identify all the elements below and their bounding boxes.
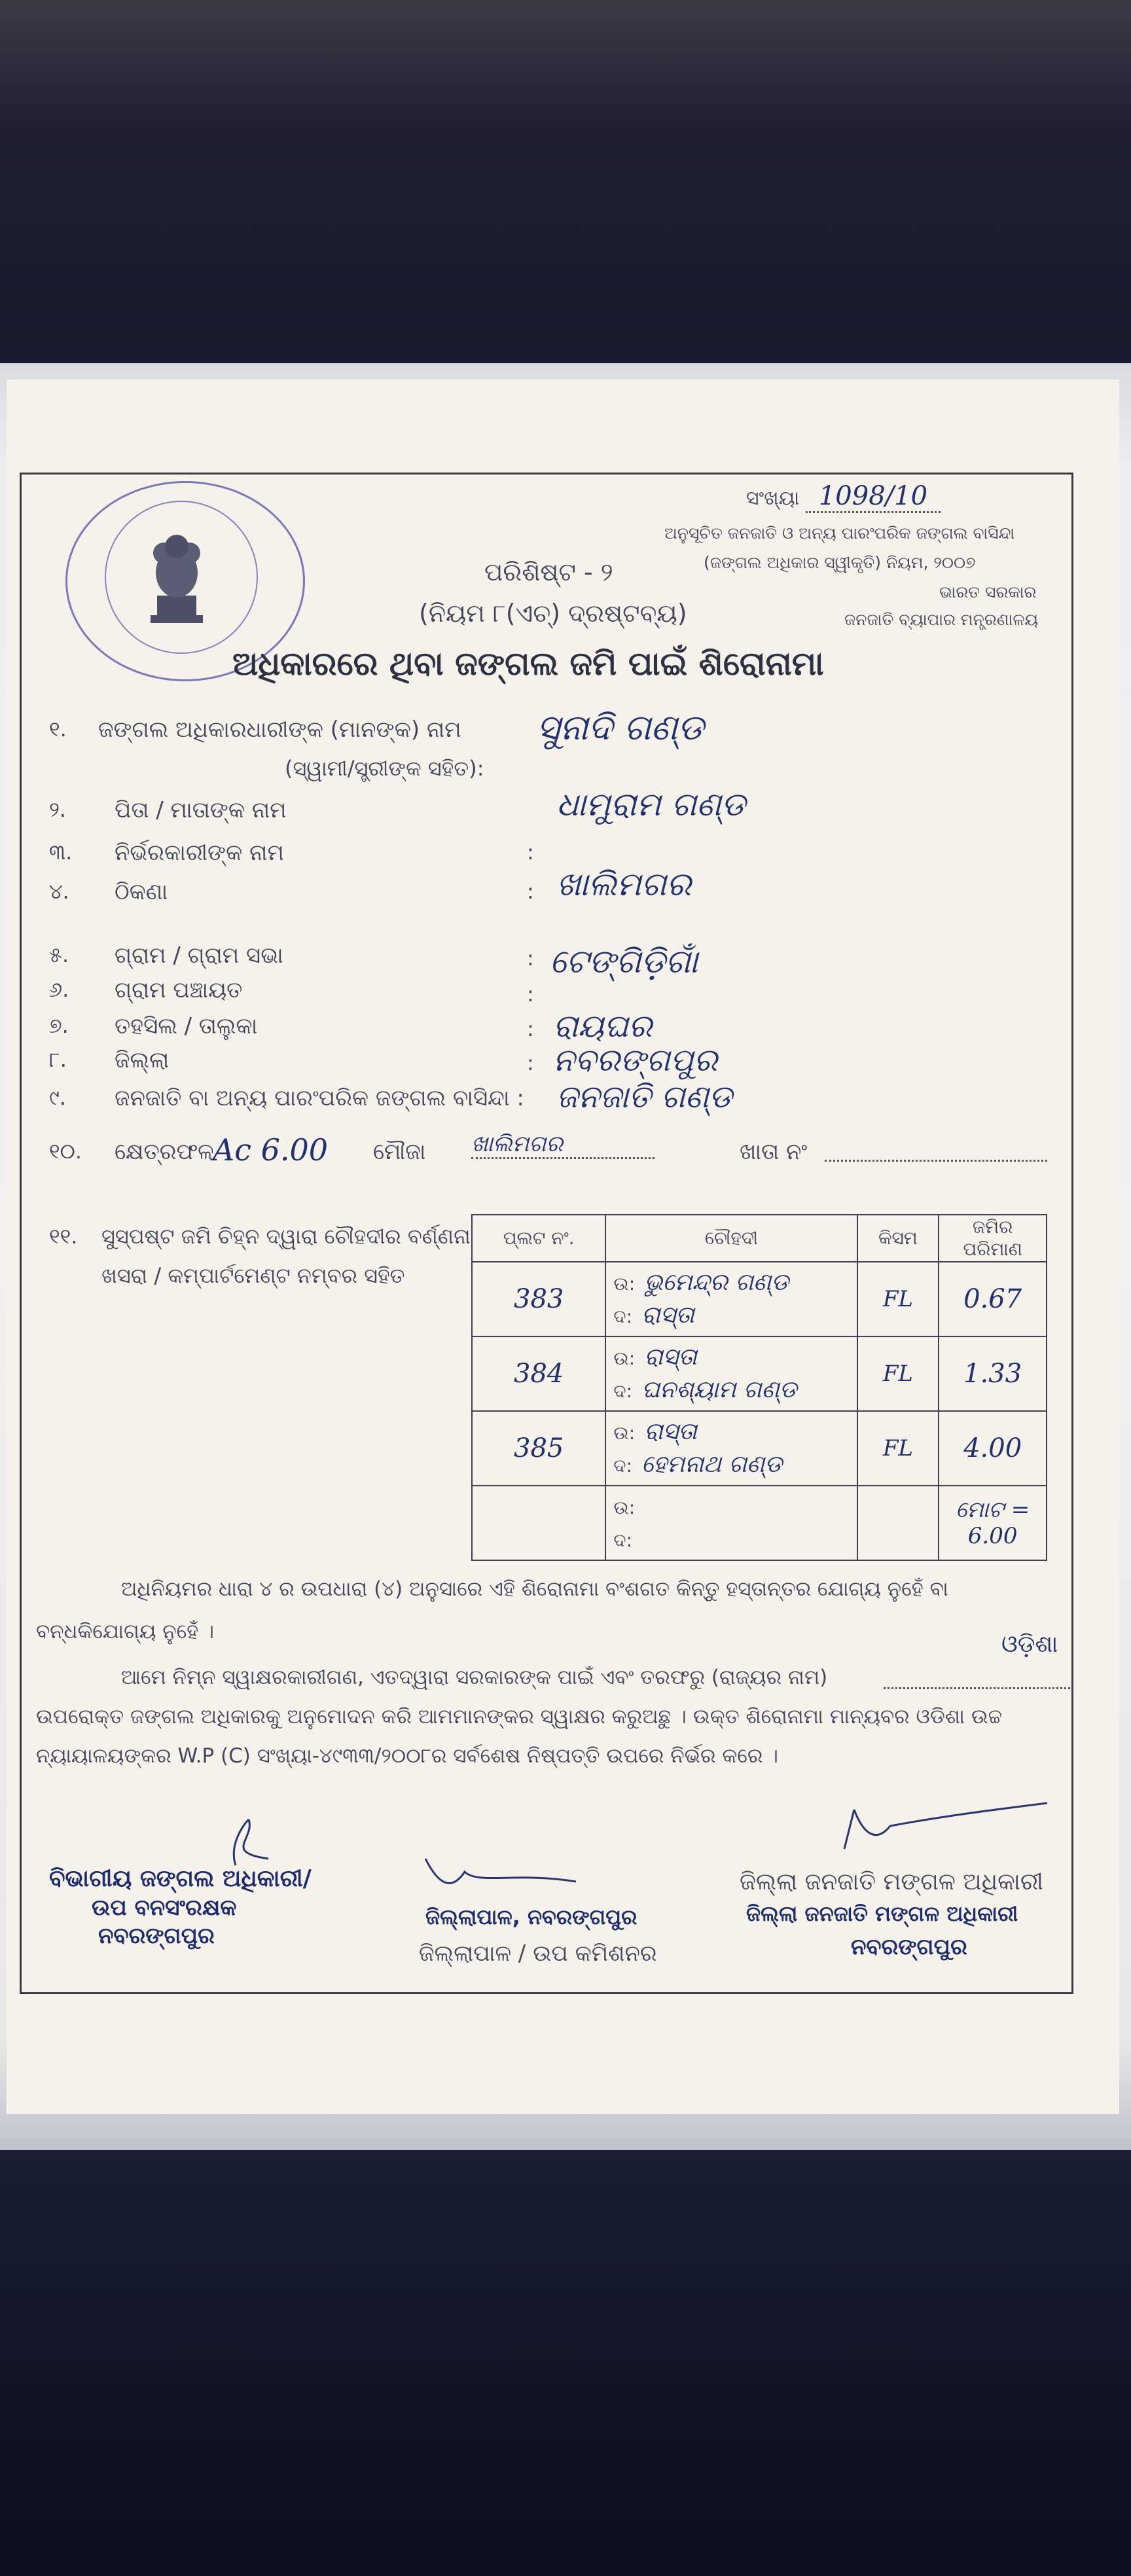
para2-line1: ଆମେ ନିମ୍ନ ସ୍ୱାକ୍ଷରକାରୀଗଣ, ଏତଦ୍ୱାରା ସରକାରଙ୍କ ପାଇଁ ଏବଂ ତରଫରୁ (ରାଜ୍ୟର ନାମ): [121, 1666, 828, 1689]
sign-middle-title: ଜିଲ୍ଲାପାଳ / ଉପ କମିଶନର: [419, 1941, 657, 1967]
table-header-row: [472, 1215, 1047, 1262]
serial-label: ସଂଖ୍ୟା: [746, 487, 800, 510]
kisam-value: FL: [857, 1262, 939, 1336]
field-label-sub: (ସ୍ୱାମୀ/ସ୍ତ୍ରୀଙ୍କ ସହିତ):: [285, 756, 484, 781]
background-top: [0, 0, 1131, 367]
act-line-4: ଜନଜାତି ବ୍ୟାପାର ମନ୍ତ୍ରଣାଳୟ: [844, 610, 1039, 629]
boundary-table: [471, 1214, 1047, 1561]
sign-middle-stamp: ଜିଲ୍ଲାପାଳ, ନବରଙ୍ଗପୁର: [425, 1905, 637, 1929]
sign-right-title: ଜିଲ୍ଲା ଜନଜାତି ମଙ୍ଗଳ ଅଧିକାରୀ: [740, 1869, 1044, 1895]
plot-number: [472, 1486, 605, 1560]
address-value: ଖାଲିମଗର: [556, 865, 691, 903]
area-label: କ୍ଷେତ୍ରଫଳ: [115, 1139, 214, 1165]
para1-line2: ବନ୍ଧକିଯୋଗ୍ୟ ନୁହେଁ ।: [36, 1620, 215, 1643]
area-amount: 4.00: [939, 1411, 1047, 1486]
field-label: ତହସିଲ / ତାଲୁକା: [115, 1013, 258, 1039]
village-value: ଟେଙ୍ଗିଡ଼ିଗାଁ: [550, 942, 698, 980]
para1-line1: ଅଧିନିୟମର ଧାରା ୪ ର ଉପଧାରା (୪) ଅନୁସାରେ ଏହି ଶିରୋନାମା ବଂଶଗତ କିନ୍ତୁ ହସ୍ତାନ୍ତର ଯୋଗ୍ୟ ନୁହେଁ ବା: [121, 1577, 948, 1601]
parent-name: ଧାମୁରାମ ଗଣ୍ଡ: [556, 785, 745, 823]
col-kisam: କିସମ: [857, 1215, 939, 1262]
holder-name: ସୁନାଦି ଗଣ୍ଡ: [537, 707, 704, 748]
north-boundary: ରାସ୍ତା: [644, 1418, 697, 1445]
south-boundary: ଘନଶ୍ୟାମ ଗଣ୍ଡ: [641, 1376, 797, 1403]
total-area: ମୋଟ = 6.00: [939, 1486, 1047, 1560]
col-boundary: ଚୌହଦୀ: [605, 1215, 857, 1262]
sign-left-title: ବିଭାଗୀୟ ଜଙ୍ଗଲ ଅଧିକାରୀ/: [49, 1865, 312, 1892]
field-11-num: ୧୧.: [49, 1224, 78, 1249]
kisam-value: FL: [857, 1411, 939, 1486]
signature-right: [838, 1797, 1060, 1855]
table-row: 385 ଉ: ରାସ୍ତା ଦ: ହେମନାଥ ଗଣ୍ଡ FL 4.00: [472, 1411, 1047, 1486]
tribe-value: ଜନଜାତି ଗଣ୍ଡ: [556, 1079, 732, 1115]
district-value: ନବରଙ୍ଗପୁର: [553, 1042, 718, 1079]
area-value: Ac 6.00: [213, 1132, 329, 1168]
table-row-total: ଉ: ଦ: ମୋଟ = 6.00: [472, 1486, 1047, 1560]
field-label: ଜନଜାତି ବା ଅନ୍ୟ ପାରଂପରିକ ଜଙ୍ଗଲ ବାସିନ୍ଦା :: [115, 1085, 524, 1111]
plot-number: 384: [472, 1336, 605, 1411]
serial-value: 1098/10: [806, 481, 941, 513]
tahasil-value: ରାୟଘର: [553, 1008, 653, 1045]
sign-left-subtitle: ଉପ ବନସଂରକ୍ଷକ: [92, 1895, 237, 1921]
plot-number: 383: [472, 1262, 605, 1336]
area-amount: 1.33: [939, 1336, 1047, 1411]
rule-label: (ନିୟମ ୮(ଏଚ୍) ଦ୍ରଷ୍ଟବ୍ୟ): [419, 599, 687, 628]
document-title: ଅଧିକାରରେ ଥିବା ଜଙ୍ଗଲ ଜମି ପାଇଁ ଶିରୋନାମା: [232, 645, 824, 683]
signature-left: [209, 1813, 288, 1872]
area-amount: 0.67: [939, 1262, 1047, 1336]
field-label: ଠିକଣା: [115, 879, 168, 905]
background-bottom: [0, 2127, 1131, 2576]
khata-blank: [825, 1160, 1047, 1162]
sign-right-place: ନବରଙ୍ଗପୁର: [851, 1934, 967, 1960]
plot-number: 385: [472, 1411, 605, 1486]
col-plot: ପ୍ଲଟ ନଂ.: [472, 1215, 605, 1262]
kisam-value: FL: [857, 1336, 939, 1411]
act-line-2: (ଜଙ୍ଗଲ ଅଧିକାର ସ୍ୱୀକୃତି) ନିୟମ, ୨୦୦୭: [704, 553, 976, 572]
mouza-value: ଖାଲିମଗର: [471, 1131, 655, 1159]
south-boundary: ହେମନାଥ ଗଣ୍ଡ: [641, 1451, 782, 1478]
boundary-label-1: ସୁସ୍ପଷ୍ଟ ଜମି ଚିହ୍ନ ଦ୍ୱାରା ଚୌହଦୀର ବର୍ଣ୍ଣନା: [101, 1224, 471, 1249]
sign-right-stamp: ଜିଲ୍ଲା ଜନଜାତି ମଙ୍ଗଳ ଅଧିକାରୀ: [746, 1901, 1018, 1926]
act-line-1: ଅନୁସୂଚିତ ଜନଜାତି ଓ ଅନ୍ୟ ପାରଂପରିକ ଜଙ୍ଗଲ ବାସିନ୍ଦା: [664, 524, 1015, 543]
table-row: 383 ଉ: ଭୁମେନ୍ଦ୍ର ଗଣ୍ଡ ଦ: ରାସ୍ତା FL 0.67: [472, 1262, 1047, 1336]
south-boundary: ରାସ୍ତା: [641, 1302, 694, 1329]
act-line-3: ଭାରତ ସରକାର: [939, 582, 1037, 601]
field-label: ଗ୍ରାମ / ଗ୍ରାମ ସଭା: [115, 942, 283, 969]
north-boundary: ରାସ୍ତା: [644, 1344, 697, 1370]
col-area: ଜମିର ପରିମାଣ: [939, 1215, 1047, 1262]
state-blank: [884, 1687, 1070, 1689]
north-boundary: ଭୁମେନ୍ଦ୍ର ଗଣ୍ଡ: [644, 1269, 789, 1296]
field-label: ଜଙ୍ଗଲ ଅଧିକାରଧାରୀଙ୍କ (ମାନଙ୍କ) ନାମ: [98, 717, 461, 743]
field-label: ଗ୍ରାମ ପଞ୍ଚାୟତ: [115, 977, 243, 1003]
annex-label: ପରିଶିଷ୍ଟ - ୨: [484, 558, 613, 586]
boundary-label-2: ଖସରା / କମ୍ପାର୍ଟମେଣ୍ଟ ନମ୍ବର ସହିତ: [101, 1263, 405, 1288]
field-label: ଜିଲ୍ଲା: [115, 1047, 170, 1073]
table-row: 384 ଉ: ରାସ୍ତା ଦ: ଘନଶ୍ୟାମ ଗଣ୍ଡ FL 1.33: [472, 1336, 1047, 1411]
national-emblem-icon: [137, 524, 216, 635]
khata-label: ଖାତା ନଂ: [740, 1139, 808, 1165]
signature-middle: [419, 1846, 589, 1898]
field-label: ନିର୍ଭରକାରୀଙ୍କ ନାମ: [115, 840, 284, 866]
state-name: ଓଡ଼ିଶା: [1001, 1631, 1058, 1658]
para2-line3: ନ୍ୟାୟାଳୟଙ୍କର W.P (C) ସଂଖ୍ୟା-୪୯୩୩/୨୦୦୮ର ସର୍ବଶେଷ ନିଷ୍ପତ୍ତି ଉପରେ ନିର୍ଭର କରେ ।: [36, 1744, 779, 1768]
sign-left-place: ନବରଙ୍ଗପୁର: [98, 1923, 215, 1949]
para2-line2: ଉପରୋକ୍ତ ଜଙ୍ଗଲ ଅଧିକାରକୁ ଅନୁମୋଦନ କରି ଆମମାନଙ୍କର ସ୍ୱାକ୍ଷର କରୁଅଛୁ । ଉକ୍ତ ଶିରୋନାମା ମାନ୍ୟବର ଓଡିଶା ଉଚ୍ଚ: [36, 1705, 1002, 1728]
mouza-label: ମୌଜା: [373, 1139, 426, 1165]
field-label: ପିତା / ମାତାଙ୍କ ନାମ: [115, 797, 287, 823]
